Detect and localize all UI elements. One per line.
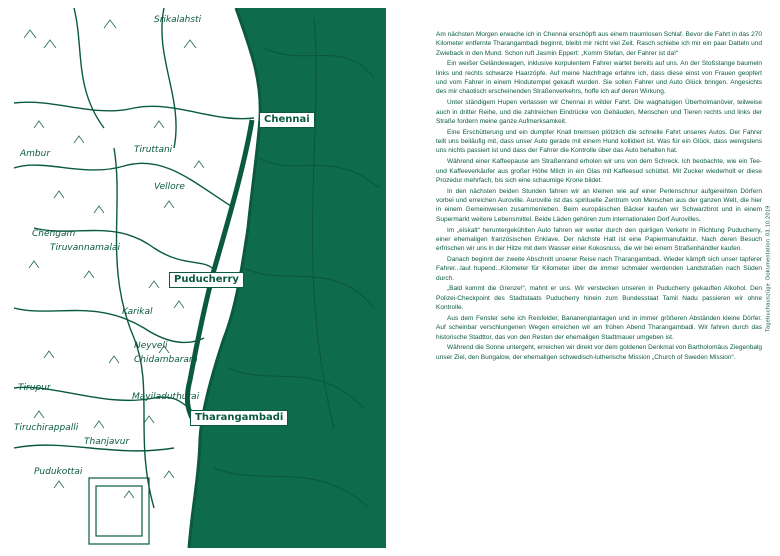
article-paragraph: Eine Erschütterung und ein dumpfer Knall bremsen plötzlich die schnelle Fahrt unseres Autos. Der Fahrer teilt uns beiläufig mit, dass unser Auto gerade mit einem Hund kollidiert ist. Was für ein Glück, dass wenigstens uns nichts passiert ist und dass der Fahrer die Kontrolle über das Auto behalten hat. <box>436 128 762 155</box>
map-inset-frame <box>89 478 149 544</box>
map-label-chidambaram: Chidambaram <box>134 355 198 365</box>
article-paragraph: Ein weißer Geländewagen, inklusive korpulentem Fahrer wartet bereits auf uns. An der Stoßstange baumeln links und rechts schwarze Haarzöpfe. Auf meine Nachfrage erfahre ich, dass diese einst von Frauen geopfert und vom Fahrer in einem Hindutempel gekauft wurden. Sie sollen Fahrer und Auto Glück bringen. Angesichts des mir chaotisch erscheinenden Straßenverkehrs, hoffe ich auf deren Wirkung. <box>436 60 762 96</box>
map-label-vellore: Vellore <box>154 182 185 192</box>
article-body <box>436 30 762 364</box>
map-label-ambur: Ambur <box>20 149 51 159</box>
map-label-srikalahasti: Srikalahsti <box>154 15 202 25</box>
map-label-mayiladuthurai: Mayiladuthurai <box>132 392 200 402</box>
article-paragraph: Während einer Kaffeepause am Straßenrand erholen wir uns von dem Schreck. Ich beobachte, wie ein Tee- und Kaffeeverkäufer aus großer Höhe Milch in ein Glas mit Kaffeesud schüttet. Mit Zucker wiederholt er diese Prozedur mehrfach, bis sich eine schaumige Krone bildet. <box>436 158 762 184</box>
map-label-chennai: Chennai <box>259 112 315 128</box>
article-paragraph: Am nächsten Morgen erwache ich in Chennai erschöpft aus einem traumlosen Schlaf. Bevor die Fahrt in das 270 Kilometer entfernte Tharangambadi beginnt, bleibt mir nicht viel Zeit. Rasch schiebe ich mir ein paar Datteln und Zwieback in den Mund. Schon ruft Jasmin Eppert: „Komm Stefan, der Fahrer ist da!“ <box>436 31 762 57</box>
article-paragraph: In den nächsten beiden Stunden fahren wir an kleinen wie auf einer Perlenschnur aufgereihten Dörfern vorbei und erreichen Auroville. Auroville ist das spirituelle Zentrum von Menschen aus der ganzen Welt, die hier in einem Gemeinwesen zusammenleben. Beim europäischen Bäcker kaufen wir Schwarzbrot und in einem Supermarkt weitere Lebensmittel. Beide Läden gehören zum internationalen Dorf Aurovilles. <box>436 187 762 223</box>
map-illustration <box>14 8 386 548</box>
article-paragraph: Aus dem Fenster sehe ich Reisfelder, Bananenplantagen und in immer größeren Abständen kleine Dörfer. Auf scheinbar verschlungenen Wegen erreichen wir am frühen Abend Tharangambadi. Wir fahren durch das historische Stadttor, das von den Resten der ehemaligen Stadtmauer umgeben ist. <box>436 314 762 341</box>
map-label-karikal: Karikal <box>122 307 153 317</box>
map-label-pudukkottai: Pudukottai <box>34 467 83 477</box>
article-paragraph: Unter ständigem Hupen verlassen wir Chennai in wilder Fahrt. Die waghalsigen Überholmanöver, teilweise auch in dritter Reihe, und die zahlreichen Eindrücke von Gebäuden, Menschen und Tieren rechts und links der Straße fordern meine ganze Aufmerksamkeit. <box>436 99 762 125</box>
text-page <box>388 0 780 556</box>
map-label-tiruchirappalli: Tiruchirappalli <box>14 423 79 433</box>
footer-date: 03.10.2019 <box>766 205 772 236</box>
map-label-neyveli: Neyveli <box>134 341 168 351</box>
footer-title: Tagebuchauszüge <box>766 282 772 332</box>
article-paragraph: Danach beginnt der zweite Abschnitt unserer Reise nach Tharangambadi. Wieder kämpft sich unser tapferer Fahrer...laut hupend...Kilometer für Kilometer über die immer schmaler werdenden Landstraßen nach Süden durch. <box>436 255 762 282</box>
map-label-thanjavur: Thanjavur <box>84 437 130 447</box>
article-paragraph: Im „eiskalt“ heruntergekühlten Auto fahren wir weiter durch den quirligen Verkehr in Richtung Puducherry, einer ehemaligen französischen Enklave. Der nächste Halt ist eine Papiermanufaktur. Nach deren Besuch erfrischen wir uns in der Hitze mit dem Wasser einer Kokosnuss, die wir bei einem Straßenhändler kaufen. <box>436 226 762 253</box>
map-label-tiruvannamalai: Tiruvannamalai <box>50 243 120 253</box>
map-label-puducherry: Puducherry <box>169 272 244 288</box>
footer-section: Dokumentation <box>766 238 772 280</box>
map-label-tharangambadi: Tharangambadi <box>190 410 288 426</box>
map-label-chengam: Chengam <box>32 229 76 239</box>
page-footer <box>766 202 772 332</box>
map-label-tiruppur: Tirupur <box>18 383 51 393</box>
article-paragraph: Während die Sonne untergeht, erreichen wir direkt vor dem goldenen Denkmal von Bartholomäus Ziegenbalg unser Ziel, den Bungalow, der ehemaligen schwedisch-lutherische Mission „Church of Sweden Mission“. <box>436 344 762 361</box>
map-label-tiruttani: Tiruttani <box>134 145 173 155</box>
article-paragraph: „Bald kommt die Grenze!“, mahnt er uns. Wir verstecken unseren in Puducherry gekauften Alkohol. Den Polizei-Checkpoint des Stadtstaats Puducherry hinein zum Bundesstaat Tamil Nadu passieren wir ohne Kontrolle. <box>436 285 762 312</box>
